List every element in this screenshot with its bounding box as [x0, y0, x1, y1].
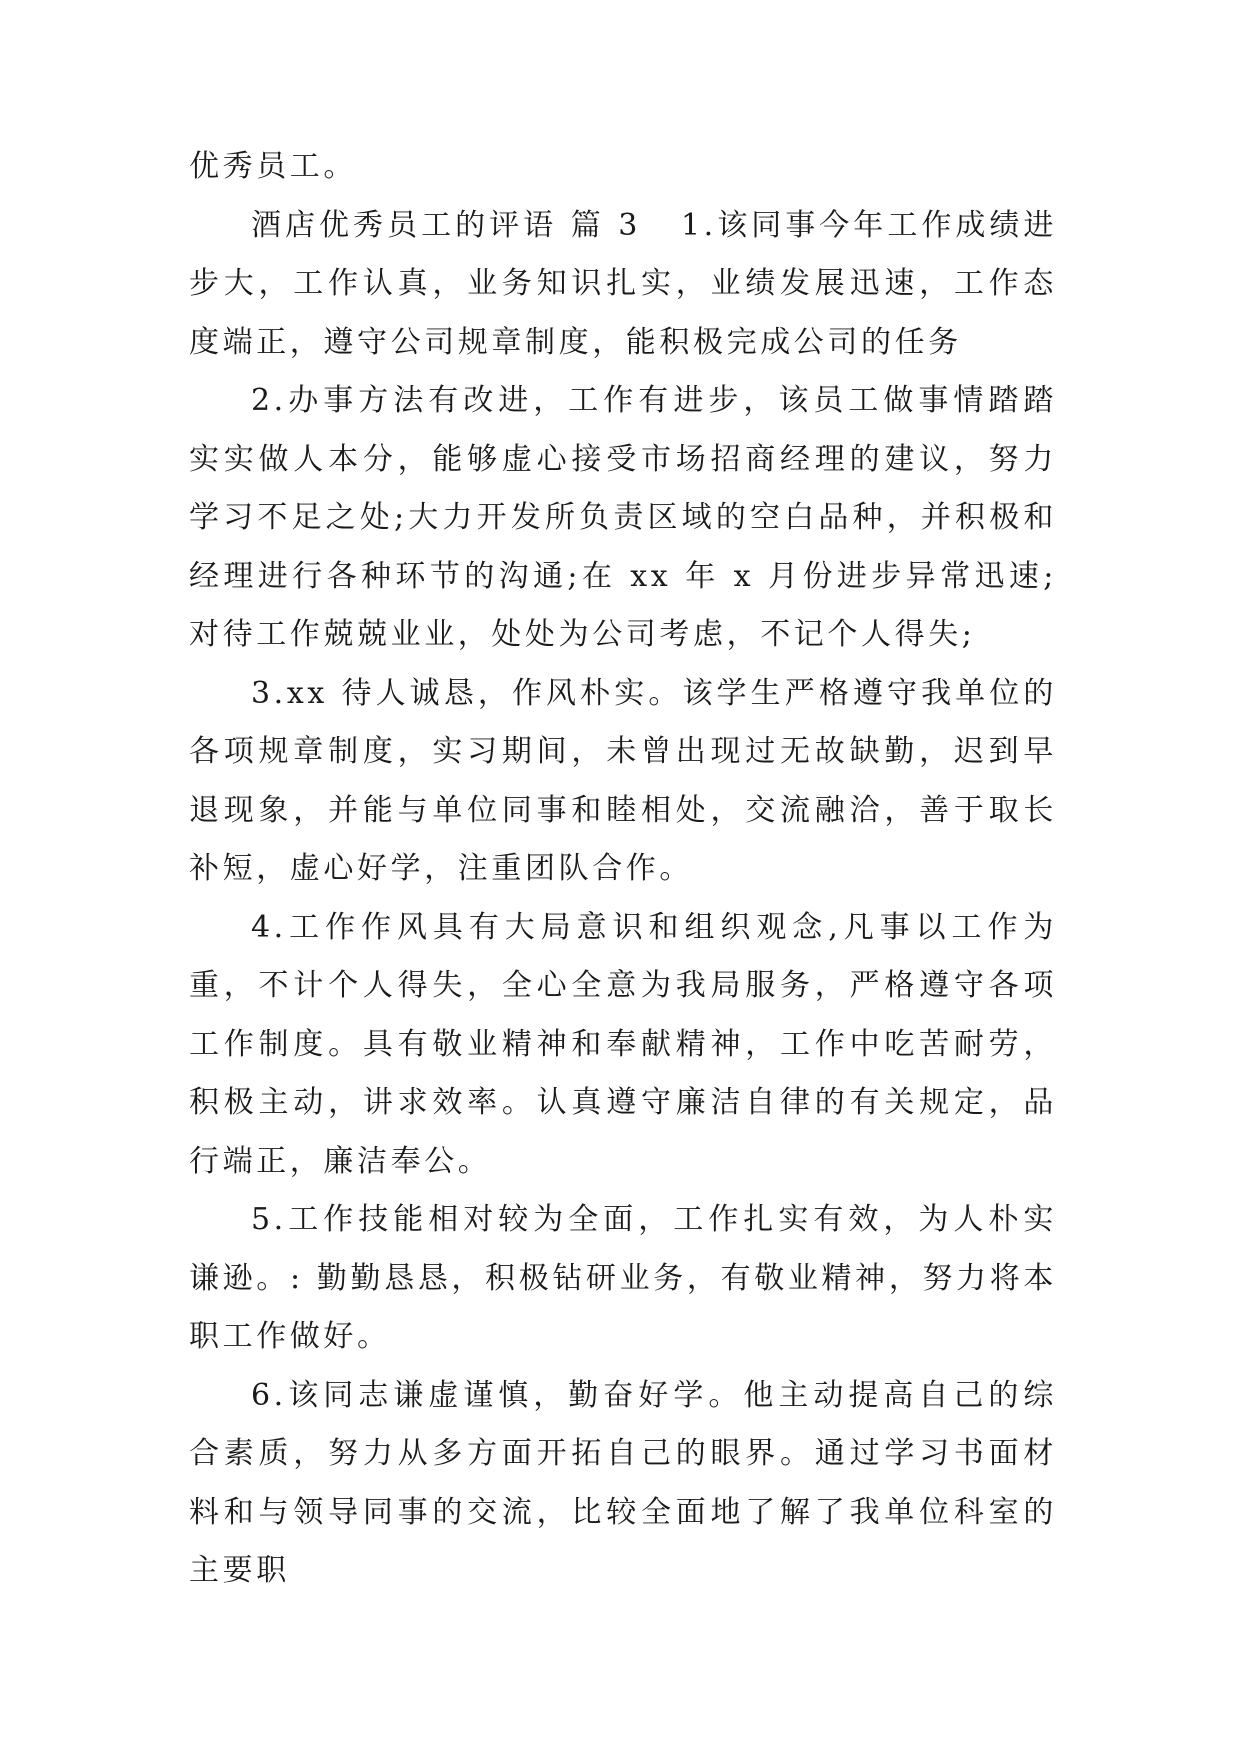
- review-item-5: 5.工作技能相对较为全面，工作扎实有效，为人朴实谦逊。: 勤勤恳恳，积极钻研业务，有敬业精神，努力将本职工作做好。: [189, 1202, 1057, 1354]
- review-item-4: 4.工作作风具有大局意识和组织观念,凡事以工作为重，不计个人得失，全心全意为我局服务，严格遵守各项工作制度。具有敬业精神和奉献精神，工作中吃苦耐劳，积极主动，讲求效率。认真遵守廉洁自律的有关规定，品行端正，廉洁奉公。: [189, 909, 1057, 1179]
- section-title: 酒店优秀员工的评语 篇 3: [251, 207, 641, 243]
- section-3-paragraph: [189, 197, 1057, 373]
- review-item-3: 3.xx 待人诚恳，作风朴实。该学生严格遵守我单位的各项规章制度，实习期间，未曾出现过无故缺勤，迟到早退现象，并能与单位同事和睦相处，交流融洽，善于取长补短，虚心好学，注重团队合作。: [189, 675, 1057, 886]
- intro-tail-paragraph: 优秀员工。: [189, 149, 357, 184]
- document-page: [189, 138, 1057, 1601]
- review-item-6: 6.该同志谦虚谨慎，勤奋好学。他主动提高自己的综合素质，努力从多方面开拓自己的眼界。通过学习书面材料和与领导同事的交流，比较全面地了解了我单位科室的主要职: [189, 1377, 1057, 1588]
- review-item-2: 2.办事方法有改进，工作有进步，该员工做事情踏踏实实做人本分，能够虚心接受市场招商经理的建议，努力学习不足之处;大力开发所负责区域的空白品种，并积极和经理进行各种环节的沟通;在 xx 年 x 月份进步异常迅速;对待工作兢兢业业，处处为公司考虑，不记个人得失;: [189, 383, 1057, 652]
- review-item-1: 1.该同事今年工作成绩进步大，工作认真，业务知识扎实，业绩发展迅速，工作态度端正，遵守公司规章制度，能积极完成公司的任务: [189, 207, 1057, 360]
